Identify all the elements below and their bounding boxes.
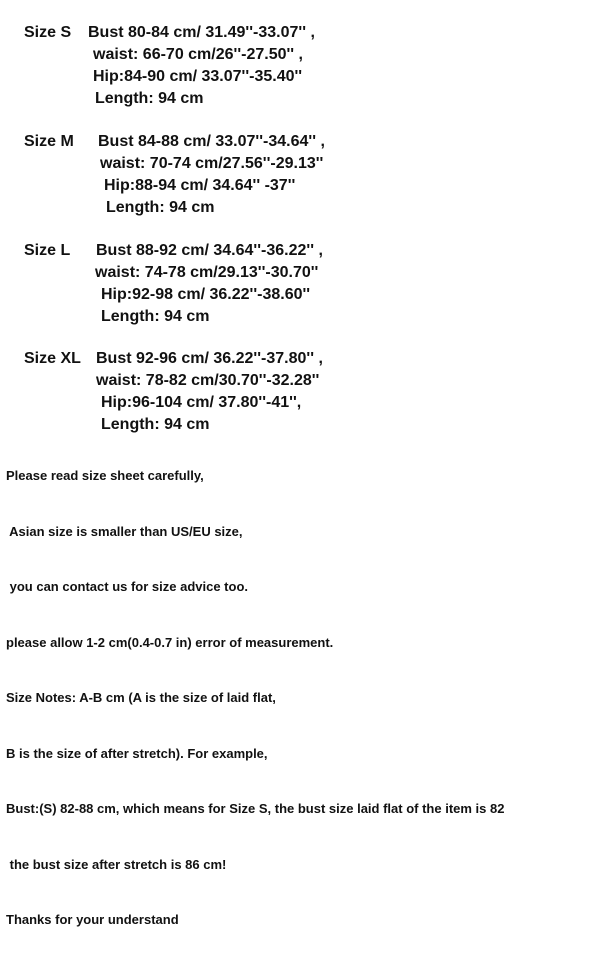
note-line: the bust size after stretch is 86 cm! <box>6 856 227 872</box>
waist-measurement: waist: 78-82 cm/30.70''-32.28'' <box>96 372 320 389</box>
length-measurement: Length: 94 cm <box>106 199 215 216</box>
length-measurement: Length: 94 cm <box>101 416 210 433</box>
size-name: Size S <box>24 24 72 41</box>
bust-measurement: Bust 80-84 cm/ 31.49''-33.07'' , <box>88 24 315 41</box>
waist-measurement: waist: 70-74 cm/27.56''-29.13'' <box>100 155 324 172</box>
hip-measurement: Hip:92-98 cm/ 36.22''-38.60'' <box>101 286 311 303</box>
bust-measurement: Bust 84-88 cm/ 33.07''-34.64'' , <box>98 133 325 150</box>
note-line: Bust:(S) 82-88 cm, which means for Size S, the bust size laid flat of the item is 82 <box>6 801 505 816</box>
size-name: Size M <box>24 133 74 150</box>
note-line: Thanks for your understand <box>6 912 179 927</box>
length-measurement: Length: 94 cm <box>95 90 204 107</box>
waist-measurement: waist: 74-78 cm/29.13''-30.70'' <box>95 264 319 281</box>
note-line: B is the size of after stretch). For example, <box>6 745 268 761</box>
hip-measurement: Hip:84-90 cm/ 33.07''-35.40'' <box>93 68 303 85</box>
size-notes <box>6 430 600 967</box>
size-name: Size L <box>24 242 71 259</box>
length-measurement: Length: 94 cm <box>101 308 210 325</box>
note-line: Size Notes: A-B cm (A is the size of laid flat, <box>6 690 276 705</box>
bust-measurement: Bust 88-92 cm/ 34.64''-36.22'' , <box>96 242 323 259</box>
note-line: Asian size is smaller than US/EU size, <box>6 523 243 539</box>
hip-measurement: Hip:96-104 cm/ 37.80''-41'', <box>101 394 302 411</box>
note-line: Please read size sheet carefully, <box>6 468 204 483</box>
note-line: please allow 1-2 cm(0.4-0.7 in) error of measurement. <box>6 634 334 650</box>
waist-measurement: waist: 66-70 cm/26''-27.50'' , <box>93 46 303 63</box>
bust-measurement: Bust 92-96 cm/ 36.22''-37.80'' , <box>96 350 323 367</box>
note-line: you can contact us for size advice too. <box>6 579 249 594</box>
size-block-xl <box>0 0 600 440</box>
size-name: Size XL <box>24 350 81 367</box>
hip-measurement: Hip:88-94 cm/ 34.64'' -37'' <box>104 177 296 194</box>
